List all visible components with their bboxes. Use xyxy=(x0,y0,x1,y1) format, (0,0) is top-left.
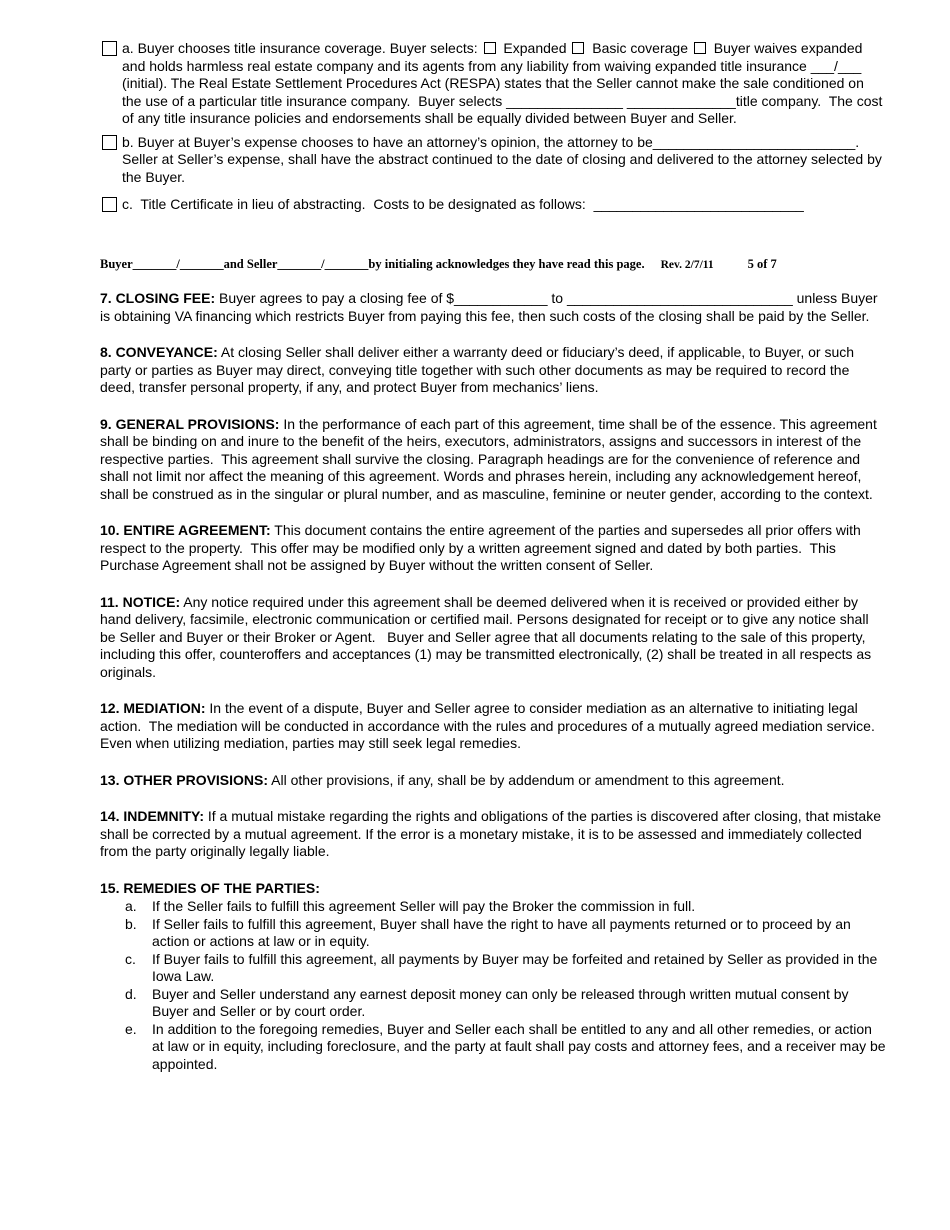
basic-coverage-label: Basic coverage xyxy=(592,40,688,56)
expanded-checkbox[interactable] xyxy=(484,42,496,54)
list-item-text: Buyer and Seller understand any earnest deposit money can only be released through written mutual consent by Buyer and Seller or by court order. xyxy=(152,985,849,1019)
clause-c-checkbox[interactable] xyxy=(102,197,117,212)
section-indemnity xyxy=(100,808,886,861)
list-item-letter: a. xyxy=(125,898,137,914)
section-body: Buyer agrees to pay a closing fee of $____________ to _____________________________ unless Buyer is obtaining VA financing which restricts Buyer from paying this fee, then such costs of the closing shall be paid by the Seller. xyxy=(100,290,882,324)
clause-a-lead: a. Buyer chooses title insurance coverage. Buyer selects: xyxy=(122,40,478,56)
clause-a-checkbox[interactable] xyxy=(102,41,117,56)
remedies-list xyxy=(125,898,886,1073)
buyer-waives-checkbox[interactable] xyxy=(694,42,706,54)
list-item-letter: d. xyxy=(125,985,137,1002)
list-item-text: If the Seller fails to fulfill this agreement Seller will pay the Broker the commission in full. xyxy=(152,898,696,914)
section-heading: 14. INDEMNITY: xyxy=(100,808,204,824)
section-body: All other provisions, if any, shall be by addendum or amendment to this agreement. xyxy=(271,771,785,788)
section-heading: 7. CLOSING FEE: xyxy=(100,290,216,306)
section-body: This document contains the entire agreement of the parties and supersedes all prior offers with respect to the property. This offer may be modified only by a written agreement signed and dated by both parties. This Purchase Agreement shall not be assigned by Buyer without the written consent of Seller. xyxy=(100,522,865,573)
list-item-text: In addition to the foregoing remedies, Buyer and Seller each shall be entitled to any and all other remedies, or action at law or in equity, including foreclosure, and the party at fault shall pay costs and attorney fees, and a receiver may be appointed. xyxy=(152,1020,886,1072)
section-body: Any notice required under this agreement shall be deemed delivered when it is received or provided either by hand delivery, facsimile, electronic communication or certified mail. Persons designated for receipt or to give any notice shall be Seller and Buyer or their Broker or Agent. Buyer and Seller agree that all documents relating to the sale of this property, including this offer, counteroffers and acceptances (1) may be transmitted electronically, (2) shall be treated in all respects as originals. xyxy=(100,593,876,680)
list-item-letter: c. xyxy=(125,950,136,967)
expanded-label: Expanded xyxy=(503,40,567,56)
section-remedies-heading xyxy=(100,880,886,898)
section-closing-fee xyxy=(100,290,886,325)
list-item xyxy=(125,986,886,1021)
clause-a xyxy=(102,40,886,128)
page-number: 5 of 7 xyxy=(747,256,777,271)
list-item xyxy=(125,1021,886,1074)
list-item-text: If Seller fails to fulfill this agreement, Buyer shall have the right to have all payments returned or to proceed by an action or actions at law or in equity. xyxy=(152,915,851,949)
list-item-letter: b. xyxy=(125,915,137,932)
initials-line xyxy=(100,256,886,275)
section-general-provisions xyxy=(100,416,886,504)
section-body: In the event of a dispute, Buyer and Seller agree to consider mediation as an alternative to initiating legal action. The mediation will be conducted in accordance with the rules and procedures of a mutually agreed mediation service. Even when utilizing mediation, parties may still seek legal remedies. xyxy=(100,700,883,751)
section-heading: 15. REMEDIES OF THE PARTIES: xyxy=(100,879,320,896)
list-item-letter: e. xyxy=(125,1020,137,1037)
section-heading: 9. GENERAL PROVISIONS: xyxy=(100,415,280,432)
basic-coverage-checkbox[interactable] xyxy=(572,42,584,54)
section-heading: 13. OTHER PROVISIONS: xyxy=(100,771,269,788)
section-heading: 10. ENTIRE AGREEMENT: xyxy=(100,522,271,538)
clause-c-body: c. Title Certificate in lieu of abstracting. Costs to be designated as follows: ___________________________ xyxy=(122,196,804,212)
clause-c xyxy=(102,196,886,214)
section-notice xyxy=(100,594,886,682)
clause-b-checkbox[interactable] xyxy=(102,135,117,150)
list-item xyxy=(125,898,886,916)
section-entire-agreement xyxy=(100,522,886,575)
section-body: In the performance of each part of this agreement, time shall be of the essence. This agreement shall be binding on and inure to the benefit of the heirs, executors, administrators, assigns and successors in interest of the respective parties. This agreement shall survive the closing. Paragraph headings are for the convenience of reference and shall not limit nor affect the meaning of this agreement. Words and phrases herein, including any acknowledgement hereof, shall be construed as in the singular or plural number, and as masculine, feminine or neuter gender, according to the context. xyxy=(100,415,881,502)
section-heading: 11. NOTICE: xyxy=(100,593,181,610)
list-item-text: If Buyer fails to fulfill this agreement, all payments by Buyer may be forfeited and retained by Seller as provided in the Iowa Law. xyxy=(152,950,878,984)
section-body: At closing Seller shall deliver either a warranty deed or fiduciary’s deed, if applicable, to Buyer, or such party or parties as Buyer may direct, conveying title together with such other documents as may be required to record the deed, transfer personal property, if any, and protect Buyer from mechanics’ liens. xyxy=(100,344,858,395)
section-body: If a mutual mistake regarding the rights and obligations of the parties is discovered after closing, that mistake shall be corrected by a mutual agreement. If the error is a monetary mistake, it is to be assessed and immediately collected from the party originally legally liable. xyxy=(100,808,885,859)
section-heading: 8. CONVEYANCE: xyxy=(100,344,218,360)
clause-a-body: Buyer waives expanded and holds harmless real estate company and its agents from any liability from waiving expanded title insurance ___/___ (initial). The Real Estate Settlement Procedures Act (RESPA) states that the Seller cannot make the sale conditioned on the use of a particular title insurance company. Buyer selects _______________ ______________title company. The cost of any title insurance policies and endorsements shall be equally divided between Buyer and Seller. xyxy=(122,40,887,126)
section-other-provisions xyxy=(100,772,886,790)
list-item xyxy=(125,916,886,951)
clause-b-body: b. Buyer at Buyer’s expense chooses to have an attorney’s opinion, the attorney to be__________________________. Seller at Seller’s expense, shall have the abstract continued to the date of closing and delivered to the attorney selected by the Buyer. xyxy=(122,133,886,185)
clause-b xyxy=(102,134,886,187)
section-mediation xyxy=(100,700,886,753)
section-conveyance xyxy=(100,344,886,397)
section-heading: 12. MEDIATION: xyxy=(100,700,206,716)
list-item xyxy=(125,951,886,986)
initials-text: Buyer_______/_______and Seller_______/_______by initialing acknowledges they have read this page. xyxy=(100,256,645,271)
revision-date: Rev. 2/7/11 xyxy=(660,258,714,271)
